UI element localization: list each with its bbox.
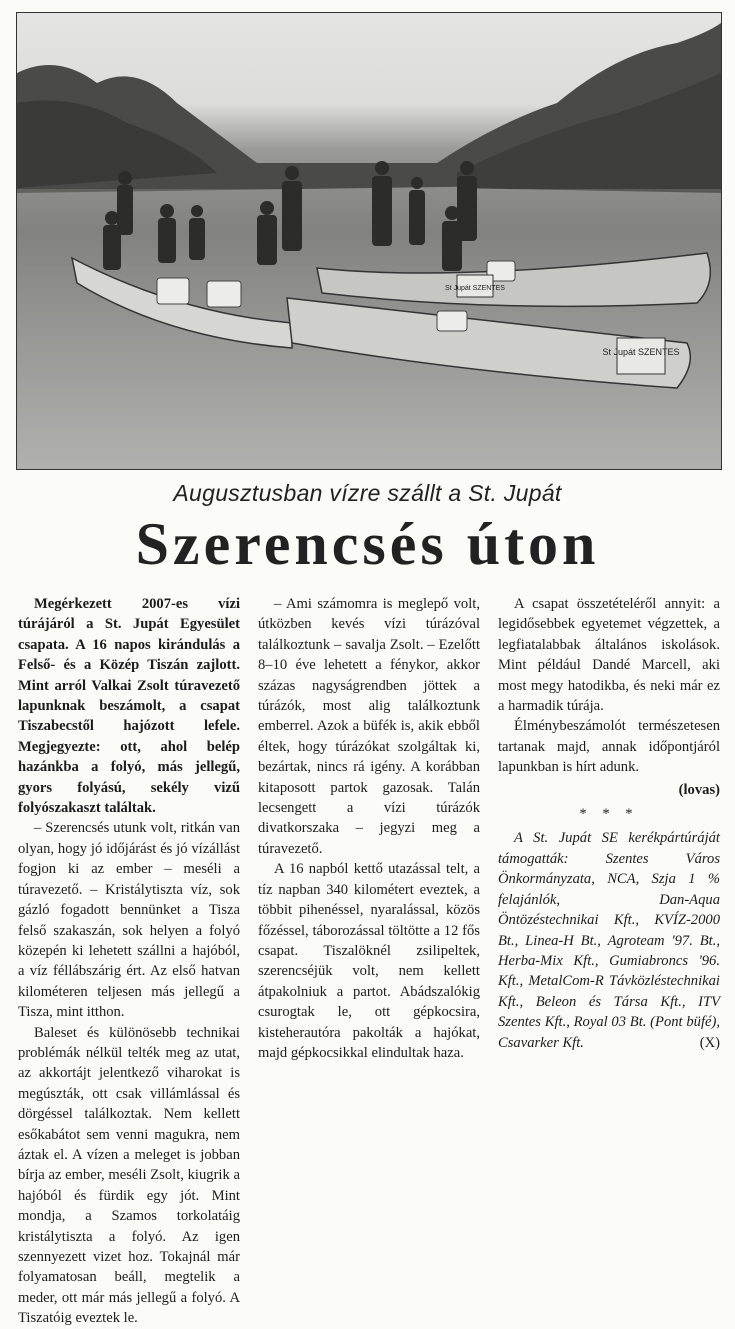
article-paragraph: A 16 napból kettő utazással telt, a tíz napban 340 kilométert eveztek, a többit pihenéssel, nyaralással, közös főzéssel, táborozással töltötte a 12 fős csapat. Tiszalöknél zsilipeltek, szerencséjük volt, nem kellett átpakolniuk a partot. Abádszalókig csurogtak le, ott gépkocsira, kisteherautóra pakolták a hajókat, majd gépkocsikkal elindultak haza.	[258, 861, 480, 1061]
sponsors-note	[498, 828, 720, 1052]
article-paragraph: – Szerencsés utunk volt, ritkán van olyan, hogy jó időjárást és jó vízállást fogjon ki az ember – meséli a túravezető. – Kristálytiszta víz, sok gázló fogadott bennünket a Tisza felső szakaszán, sok helyen a folyó közepén ki lehetett szállni a hajóból, a víz féllábszárig ért. Az első hatvan kilométeren teljesen más jellegű a Tisza, mint itthon.	[18, 820, 240, 1021]
article-paragraph: Baleset és különösebb technikai problémák nélkül telték meg az utat, az akkortájt jelentkező viharokat is megúszták, ott csak villámlással és dörgéssel találkoztak. Nem kellett esőkabátot sem venni magukra, nem áztak el. A vízen a meleget is jobban bírja az ember, meséli Zsolt, kiugrik a hajóból és fürdik egy jót. Mint mondja, a Szamos torkolatáig kristálytiszta a folyó. Az igen szennyezett vizet hoz. Tokajnál már folyamatosan beáll, megtelik a meder, ott már más jellegű a folyó. A Tiszatóig eveztek le.	[18, 1024, 240, 1327]
article-paragraph: A csapat összetételéről annyit: a legidősebbek egyetemet végzettek, a legfiatalabbak általános iskolások. Mint például Dandé Marcell, aki most megy hatodikba, és neki már ez a harmadik túrája.	[498, 596, 720, 715]
sponsors-text: A St. Jupát SE kerékpártúráját támogatták: Szentes Város Önkormányzata, NCA, Szja 1 % felajánlók, Dan-Aqua Öntözéstechnikai Kft., KVÍZ-2000 Bt., Linea-H Bt., Agroteam '97. Bt., Herba-Mix Kft., Gumiabroncs '96. Kft., MetalCom-R Távközléstechnikai Kft., Beleon és Társa Kft., ITV Szentes Kft., Royal 03 Bt. (Pont büfé), Csavarker Kft.	[498, 830, 720, 1051]
article-headline: Szerencsés úton	[135, 511, 600, 577]
author-credit: (lovas)	[678, 781, 720, 798]
sponsors-mark: (X)	[699, 1034, 720, 1051]
article-photo	[16, 12, 722, 470]
boat-label-2: St Jupát SZENTES	[445, 285, 505, 292]
canoe-photo-illustration	[17, 13, 721, 469]
article-column-2	[258, 594, 480, 1063]
boat-label-1: St Jupát SZENTES	[602, 347, 680, 357]
article-column-3	[498, 594, 720, 1053]
article-paragraph: Élménybeszámolót természetesen tartanak majd, annak időpontjáról lapunkban is hírt adunk.	[498, 718, 720, 776]
article-paragraph: – Ami számomra is meglepő volt, útközben kevés vízi túrázóval találkoztunk – savalja Zsolt. – Ezelőtt 8–10 éve lehetett a fénykor, akkor százas nagyságrendben jöttek a túrázók, most alig találkoztunk emberrel. Azok a büfék is, akik ebből éltek, hogy túrázókat szolgáltak ki, bezártak, nincs rá igény. A korábban kitaposott partok gazosak. Talán lecsengett a vízi túrázók divatkorszaka – jegyzi meg a túravezető.	[258, 596, 480, 857]
article-column-1	[18, 594, 240, 1327]
article-lead: Megérkezett 2007-es vízi túrájáról a St. Jupát Egyesület csapata. A 16 napos kirándulás a Felső- és a Közép Tiszán zajlott. Mint arról Valkai Zsolt túravezető lapunknak beszámolt, a csapat Tiszabecstől hajózott lefele. Megjegyezte: ott, ahol belép hazánkba a folyó, más jellegű, gyors folyású, sekély vizű folyószakaszt találtak.	[18, 596, 240, 817]
section-separator: * * *	[579, 806, 639, 823]
article-subtitle: Augusztusban vízre szállt a St. Jupát	[173, 480, 562, 506]
